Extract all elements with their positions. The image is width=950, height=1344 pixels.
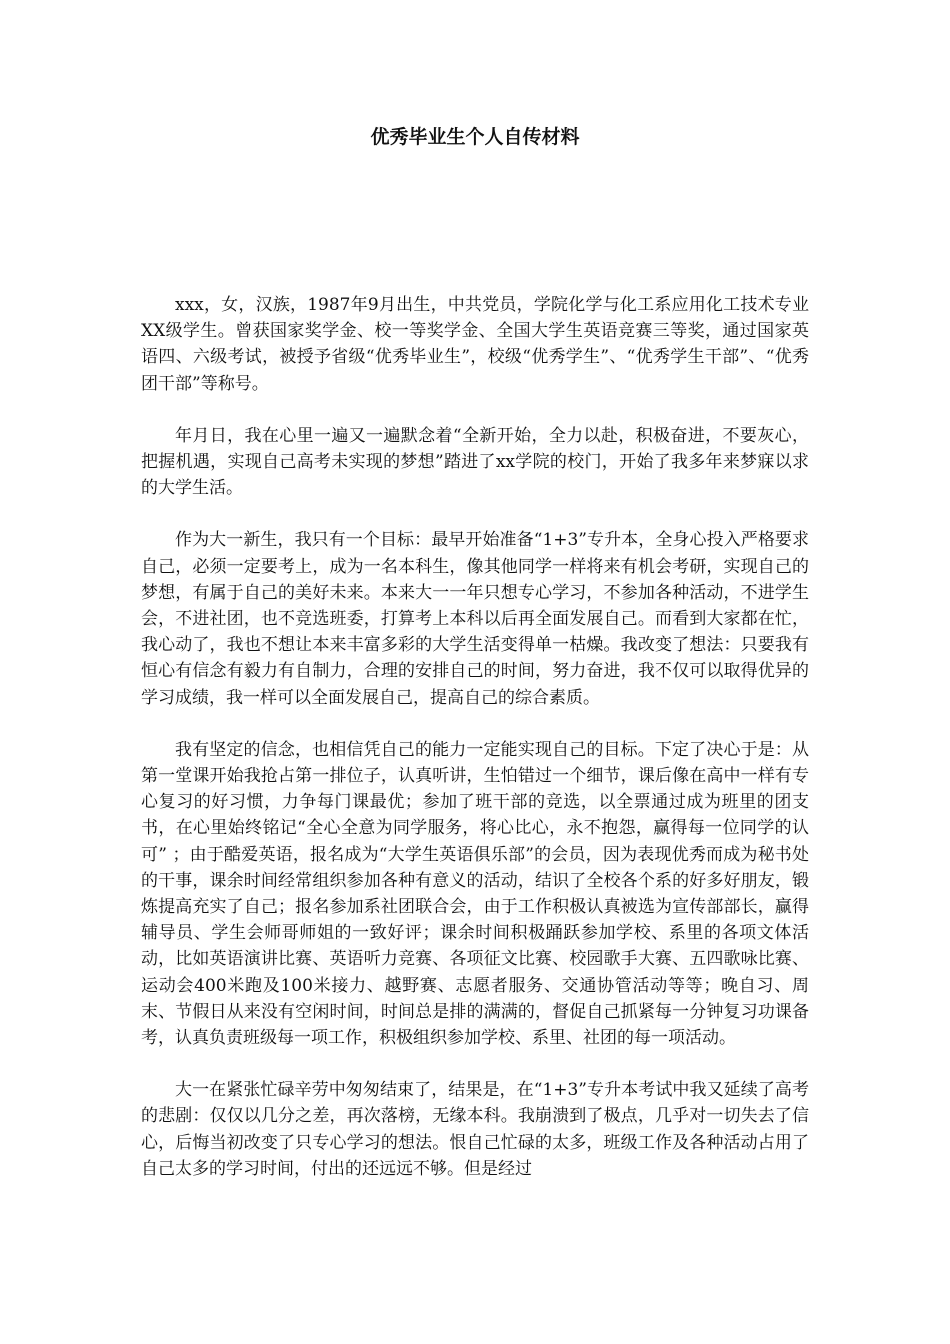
paragraph-enrollment: 年月日，我在心里一遍又一遍默念着“全新开始，全力以赴，积极奋进，不要灰心，把握机遇，实现自己高考未实现的梦想”踏进了xx学院的校门，开始了我多年来梦寐以求的大学生活。 — [141, 425, 809, 499]
paragraph-freshman-goal: 作为大一新生，我只有一个目标：最早开始准备“1+3”专升本，全身心投入严格要求自己，必须一定要考上，成为一名本科生，像其他同学一样将来有机会考研，实现自己的梦想，有属于自己的美好未来。本来大一一年只想专心学习，不参加各种活动，不进学生会，不进社团，也不竞选班委，打算考上本科以后再全面发展自己。而看到大家都在忙，我心动了，我也不想让本来丰富多彩的大学生活变得单一枯燥。我改变了想法：只要我有恒心有信念有毅力有自制力，合理的安排自己的时间，努力奋进，我不仅可以取得优异的学习成绩，我一样可以全面发展自己，提高自己的综合素质。 — [141, 530, 809, 708]
paragraph-exam-result: 大一在紧张忙碌辛劳中匆匆结束了，结果是，在“1+3”专升本考试中我又延续了高考的悲剧：仅仅以几分之差，再次落榜，无缘本科。我崩溃到了极点，几乎对一切失去了信心，后悔当初改变了只专心学习的想法。恨自己忙碌的太多，班级工作及各种活动占用了自己太多的学习时间，付出的还远远不够。但是经过 — [141, 1080, 809, 1179]
paragraph-personal-info: xxx，女，汉族，1987年9月出生，中共党员，学院化学与化工系应用化工技术专业XX级学生。曾获国家奖学金、校一等奖学金、全国大学生英语竞赛三等奖，通过国家英语四、六级考试，被授予省级“优秀毕业生”，校级“优秀学生”、“优秀学生干部”、“优秀团干部”等称号。 — [141, 295, 809, 394]
document-body — [141, 292, 809, 1208]
document-title: 优秀毕业生个人自传材料 — [370, 126, 580, 148]
paragraph-determination: 我有坚定的信念，也相信凭自己的能力一定能实现自己的目标。下定了决心于是：从第一堂课开始我抢占第一排位子，认真听讲，生怕错过一个细节，课后像在高中一样有专心复习的好习惯，力争每门课最优；参加了班干部的竞选，以全票通过成为班里的团支书，在心里始终铭记“全心全意为同学服务，将心比心，永不抱怨，赢得每一位同学的认可” ；由于酷爱英语，报名成为“大学生英语俱乐部”的会员，因为表现优秀而成为秘书处的干事，课余时间经常组织参加各种有意义的活动，结识了全校各个系的好多好朋友，锻炼提高充实了自己；报名参加系社团联合会，由于工作积极认真被选为宣传部部长，赢得辅导员、学生会师哥师姐的一致好评；课余时间积极踊跃参加学校、系里的各项文体活动，比如英语演讲比赛、英语听力竞赛、各项征文比赛、校园歌手大赛、五四歌咏比赛、运动会400米跑及100米接力、越野赛、志愿者服务、交通协管活动等等；晚自习、周末、节假日从来没有空闲时间，时间总是排的满满的，督促自己抓紧每一分钟复习功课备考，认真负责班级每一项工作，积极组织参加学校、系里、社团的每一项活动。 — [141, 739, 809, 1049]
